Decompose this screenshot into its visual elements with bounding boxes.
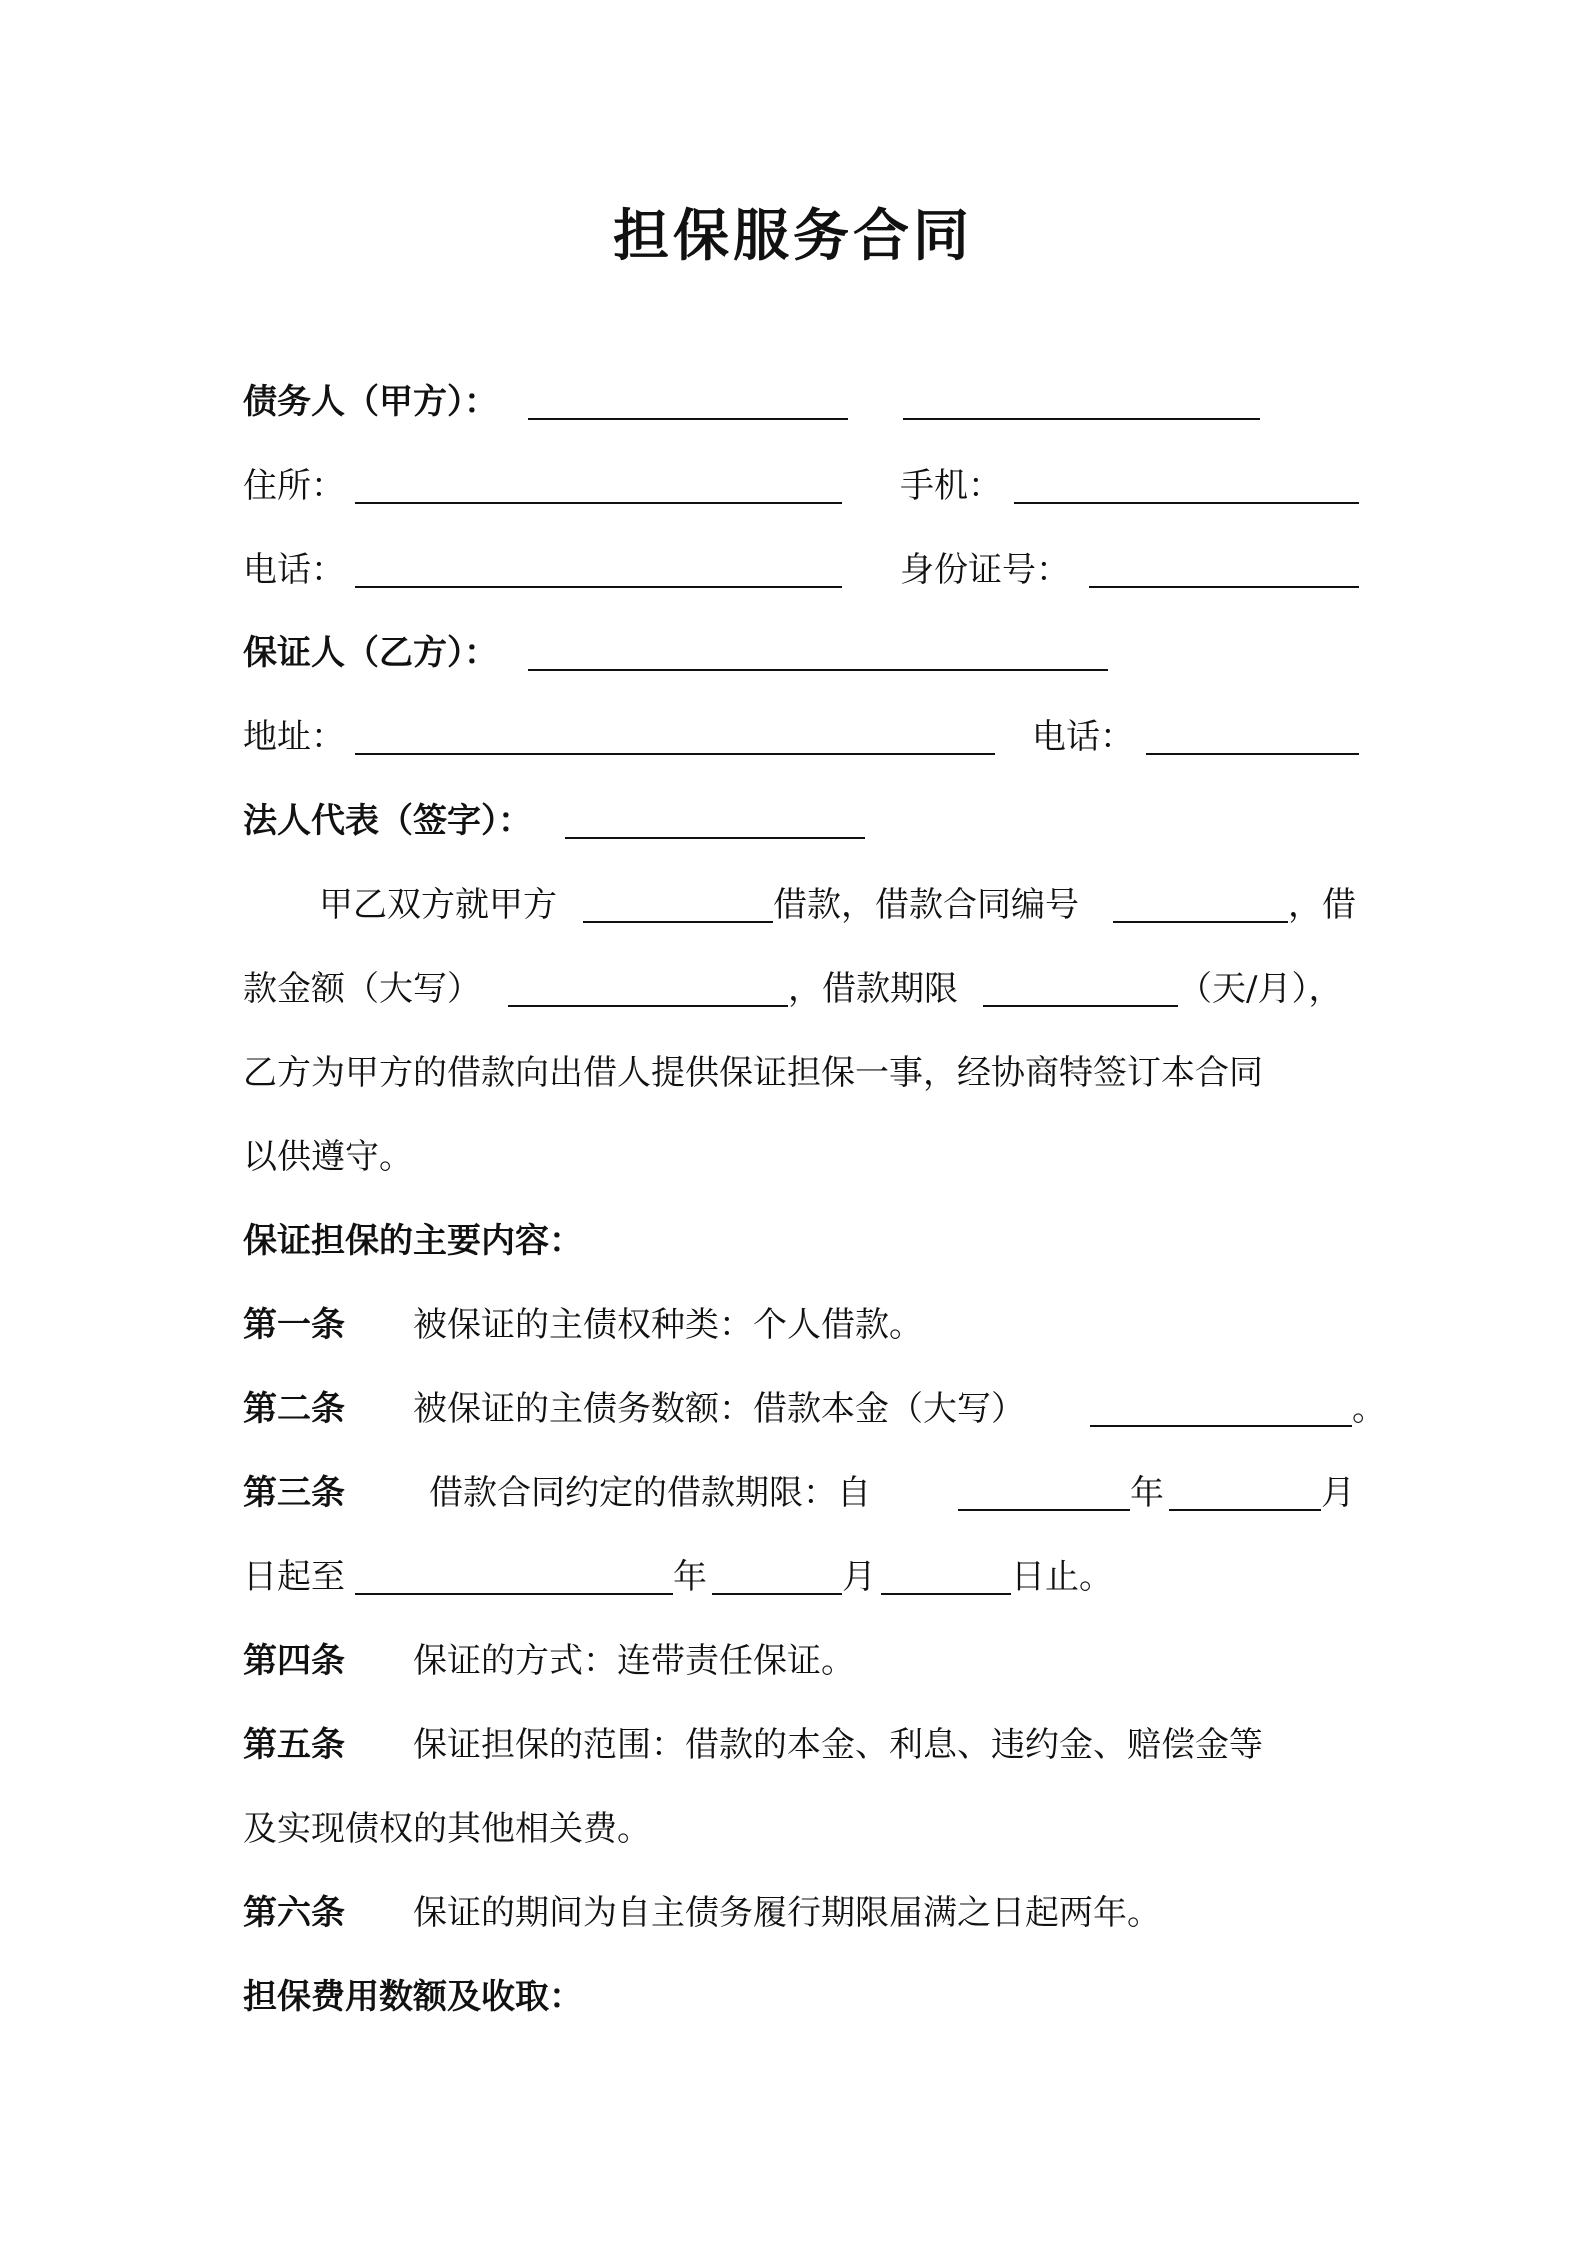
intro-text-1c: ，借: [1288, 885, 1356, 925]
party-a-id-blank[interactable]: [1089, 586, 1359, 588]
article-5-text: 保证担保的范围：借款的本金、利息、违约金、赔偿金等: [413, 1725, 1263, 1765]
article-3-l2-start: 日起至: [243, 1557, 345, 1597]
article-2-amount-blank[interactable]: [1090, 1425, 1352, 1427]
article-5-number: 第五条: [243, 1725, 345, 1765]
intro-text-2b: ，借款期限: [788, 969, 958, 1009]
article-2-end: 。: [1352, 1389, 1386, 1429]
party-a-id-label: 身份证号：: [900, 550, 1070, 590]
article-3-start-year-blank[interactable]: [958, 1509, 1130, 1511]
article-3-number: 第三条: [243, 1473, 345, 1513]
party-a-extra-blank[interactable]: [903, 418, 1260, 420]
party-b-phone-label: 电话：: [1032, 717, 1134, 757]
article-3-l2-year-label: 年: [673, 1557, 707, 1597]
section-heading-text: 保证担保的主要内容：: [243, 1221, 583, 1261]
article-2-number: 第二条: [243, 1389, 345, 1429]
article-3-end-year-blank[interactable]: [355, 1593, 673, 1595]
article-3-year-label: 年: [1130, 1473, 1164, 1513]
party-a-mobile-label: 手机：: [900, 466, 1002, 506]
article-3-end-day-blank[interactable]: [881, 1593, 1011, 1595]
party-a-name-blank[interactable]: [528, 418, 848, 420]
article-3-start-month-blank[interactable]: [1169, 1509, 1321, 1511]
article-3-l2-month-label: 月: [842, 1557, 876, 1597]
article-3-text: 借款合同约定的借款期限：自: [429, 1473, 871, 1513]
intro-text-1a: 甲乙双方就甲方: [319, 885, 557, 925]
intro-text-1b: 借款，借款合同编号: [773, 885, 1079, 925]
party-a-address-label: 住所：: [243, 466, 345, 506]
party-a-phone-blank[interactable]: [355, 586, 842, 588]
article-1-text: 被保证的主债权种类：个人借款。: [413, 1305, 923, 1345]
section-heading-fees-text: 担保费用数额及收取：: [243, 1977, 583, 2017]
intro-text-4: 以供遵守。: [243, 1137, 413, 1177]
party-b-address-label: 地址：: [243, 717, 345, 757]
intro-contract-no-blank[interactable]: [1113, 921, 1288, 923]
article-6-number: 第六条: [243, 1893, 345, 1933]
article-4-number: 第四条: [243, 1641, 345, 1681]
party-b-rep-blank[interactable]: [565, 837, 865, 839]
party-a-phone-label: 电话：: [243, 550, 345, 590]
article-3-l2-end: 日止。: [1011, 1557, 1113, 1597]
intro-amount-blank[interactable]: [508, 1005, 788, 1007]
intro-text-2a: 款金额（大写）: [243, 969, 481, 1009]
party-b-name-blank[interactable]: [528, 669, 1108, 671]
intro-text-3: 乙方为甲方的借款向出借人提供保证担保一事，经协商特签订本合同: [243, 1053, 1263, 1093]
intro-text-2c: （天/月），: [1178, 969, 1343, 1009]
party-b-phone-blank[interactable]: [1146, 753, 1359, 755]
party-b-address-blank[interactable]: [355, 753, 995, 755]
party-b-label: 保证人（乙方）：: [243, 633, 498, 673]
article-3-month-label: 月: [1321, 1473, 1355, 1513]
party-b-rep-label: 法人代表（签字）：: [243, 801, 532, 841]
party-a-address-blank[interactable]: [355, 502, 842, 504]
document-title: 担保服务合同: [613, 203, 973, 269]
article-2-text: 被保证的主债务数额：借款本金（大写）: [413, 1389, 1025, 1429]
intro-term-blank[interactable]: [983, 1005, 1178, 1007]
article-3-end-month-blank[interactable]: [712, 1593, 842, 1595]
intro-loan-blank[interactable]: [583, 921, 773, 923]
article-6-text: 保证的期间为自主债务履行期限届满之日起两年。: [413, 1893, 1161, 1933]
article-1-number: 第一条: [243, 1305, 345, 1345]
article-5-l2-text: 及实现债权的其他相关费。: [243, 1809, 651, 1849]
party-a-mobile-blank[interactable]: [1014, 502, 1359, 504]
article-4-text: 保证的方式：连带责任保证。: [413, 1641, 855, 1681]
party-a-label: 债务人（甲方）：: [243, 382, 498, 422]
